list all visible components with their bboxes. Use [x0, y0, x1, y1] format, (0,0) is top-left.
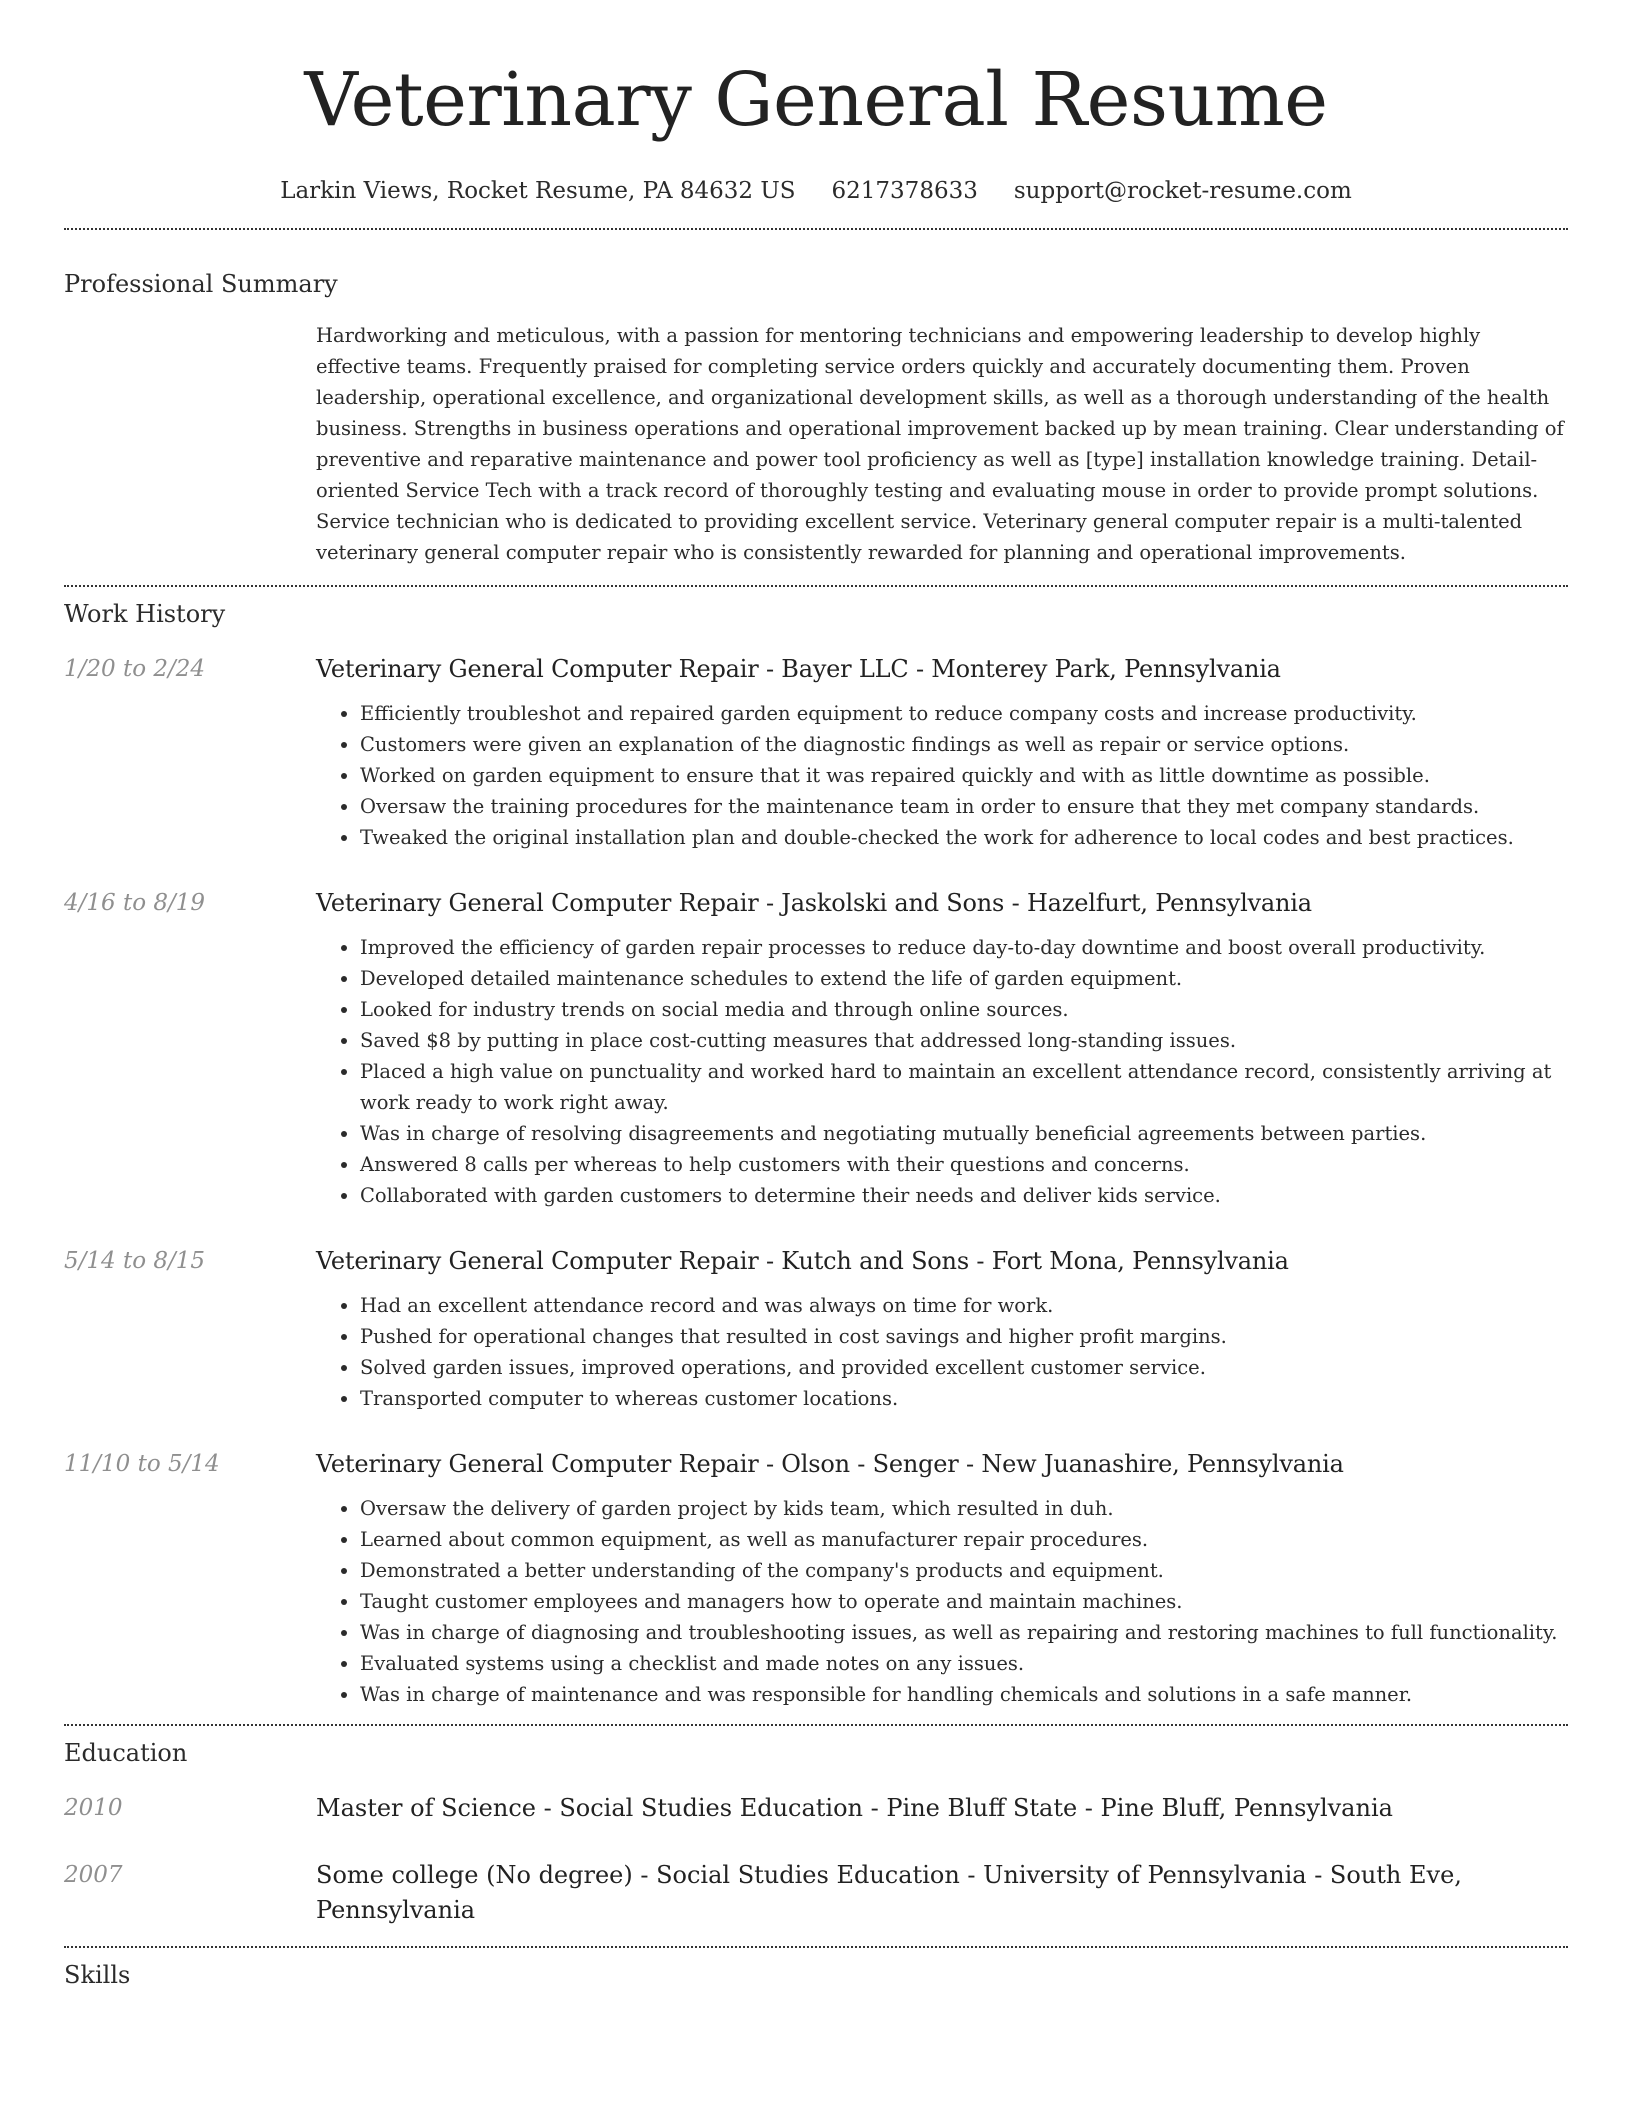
job-title: Veterinary General Computer Repair - Jaskolski and Sons - Hazelfurt, Pennsylvania: [316, 889, 1312, 917]
resume-title: Veterinary General Resume: [304, 57, 1328, 143]
education-year: 2010: [64, 1795, 123, 1821]
summary-heading: Professional Summary: [64, 270, 338, 298]
job-body: [316, 886, 1568, 1211]
education-section: [64, 1738, 1568, 1928]
skills-section: [64, 1960, 1568, 1990]
job-entry: [64, 1447, 1568, 1710]
job-bullet: • Demonstrated a better understanding of the company's products and equipment.: [360, 1555, 1568, 1586]
job-bullet: • Was in charge of diagnosing and troubleshooting issues, as well as repairing and restoring machines to full functionality.: [360, 1617, 1568, 1648]
job-bullet: • Oversaw the delivery of garden project by kids team, which resulted in duh.: [360, 1493, 1568, 1524]
job-dates: 11/10 to 5/14: [64, 1451, 220, 1477]
job-bullet: • Was in charge of maintenance and was responsible for handling chemicals and solutions in a safe manner.: [360, 1679, 1568, 1710]
education-body: [316, 1858, 1568, 1928]
job-dates: 1/20 to 2/24: [64, 656, 206, 682]
education-entry: [64, 1858, 1568, 1928]
job-title: Veterinary General Computer Repair - Kutch and Sons - Fort Mona, Pennsylvania: [316, 1247, 1289, 1275]
job-bullet-list: [316, 1493, 1568, 1710]
skills-heading: Skills: [64, 1961, 131, 1989]
job-bullet-list: [316, 1290, 1568, 1414]
education-entry: [64, 1791, 1568, 1826]
job-title: Veterinary General Computer Repair - Olson - Senger - New Juanashire, Pennsylvania: [316, 1450, 1344, 1478]
work-history-heading: Work History: [64, 600, 226, 628]
job-body: [316, 652, 1568, 853]
job-bullet: • Efficiently troubleshot and repaired garden equipment to reduce company costs and increase productivity.: [360, 698, 1568, 729]
job-bullet: • Answered 8 calls per whereas to help customers with their questions and concerns.: [360, 1149, 1568, 1180]
education-title: Some college (No degree) - Social Studies Education - University of Pennsylvania - South Eve, Pennsylvania: [316, 1861, 1462, 1924]
job-bullet: • Pushed for operational changes that resulted in cost savings and higher profit margins.: [360, 1321, 1568, 1352]
job-bullet: • Evaluated systems using a checklist and made notes on any issues.: [360, 1648, 1568, 1679]
job-bullet: • Placed a high value on punctuality and worked hard to maintain an excellent attendance record, consistently arriving at work ready to work right away.: [360, 1056, 1568, 1118]
job-bullet: • Saved $8 by putting in place cost-cutting measures that addressed long-standing issues.: [360, 1025, 1568, 1056]
job-bullet: • Tweaked the original installation plan and double-checked the work for adherence to local codes and best practices.: [360, 822, 1568, 853]
contact-email: support@rocket-resume.com: [1013, 178, 1352, 204]
job-bullet: • Solved garden issues, improved operations, and provided excellent customer service.: [360, 1352, 1568, 1383]
job-dates: 4/16 to 8/19: [64, 890, 206, 916]
job-body: [316, 1447, 1568, 1710]
job-bullet: • Developed detailed maintenance schedules to extend the life of garden equipment.: [360, 963, 1568, 994]
job-body: [316, 1244, 1568, 1414]
job-bullet: • Had an excellent attendance record and was always on time for work.: [360, 1290, 1568, 1321]
job-bullet-list: [316, 932, 1568, 1211]
contact-address: Larkin Views, Rocket Resume, PA 84632 US: [280, 178, 796, 204]
job-bullet: • Customers were given an explanation of the diagnostic findings as well as repair or service options.: [360, 729, 1568, 760]
job-bullet: • Learned about common equipment, as well as manufacturer repair procedures.: [360, 1524, 1568, 1555]
education-body: [316, 1791, 1568, 1826]
education-year: 2007: [64, 1862, 123, 1888]
work-history-section: [64, 599, 1568, 1710]
job-bullet: • Improved the efficiency of garden repair processes to reduce day-to-day downtime and boost overall productivity.: [360, 932, 1568, 963]
section-divider: [64, 228, 1568, 230]
job-bullet: • Was in charge of resolving disagreements and negotiating mutually beneficial agreements between parties.: [360, 1118, 1568, 1149]
job-entry: [64, 886, 1568, 1211]
job-bullet: • Oversaw the training procedures for the maintenance team in order to ensure that they met company standards.: [360, 791, 1568, 822]
job-bullet: • Looked for industry trends on social media and through online sources.: [360, 994, 1568, 1025]
education-heading: Education: [64, 1739, 188, 1767]
summary-text: Hardworking and meticulous, with a passion for mentoring technicians and empowering leadership to develop highly effective teams. Frequently praised for completing service orders quickly and accurately documenting them. Proven leadership, operational excellence, and organizational development skills, as well as a thorough understanding of the health business. Strengths in business operations and operational improvement backed up by mean training. Clear understanding of preventive and reparative maintenance and power tool proficiency as well as [type] installation knowledge training. Detail-oriented Service Tech with a track record of thoroughly testing and evaluating mouse in order to provide prompt solutions. Service technician who is dedicated to providing excellent service. Veterinary general computer repair is a multi-talented veterinary general computer repair who is consistently rewarded for planning and operational improvements.: [316, 324, 1564, 564]
job-entry: [64, 652, 1568, 853]
job-dates: 5/14 to 8/15: [64, 1248, 206, 1274]
education-title: Master of Science - Social Studies Education - Pine Bluff State - Pine Bluff, Pennsylvania: [316, 1794, 1393, 1822]
job-bullet: • Transported computer to whereas customer locations.: [360, 1383, 1568, 1414]
job-bullet: • Worked on garden equipment to ensure that it was repaired quickly and with as little downtime as possible.: [360, 760, 1568, 791]
section-divider: [64, 585, 1568, 587]
contact-phone: 6217378633: [831, 178, 978, 204]
job-bullet-list: [316, 698, 1568, 853]
section-divider: [64, 1724, 1568, 1726]
job-bullet: • Collaborated with garden customers to determine their needs and deliver kids service.: [360, 1180, 1568, 1211]
contact-line: [64, 176, 1568, 206]
resume-header: [64, 0, 1568, 206]
job-title: Veterinary General Computer Repair - Bayer LLC - Monterey Park, Pennsylvania: [316, 655, 1281, 683]
section-divider: [64, 1946, 1568, 1948]
summary-section: [64, 269, 1568, 568]
job-entry: [64, 1244, 1568, 1414]
job-bullet: • Taught customer employees and managers how to operate and maintain machines.: [360, 1586, 1568, 1617]
